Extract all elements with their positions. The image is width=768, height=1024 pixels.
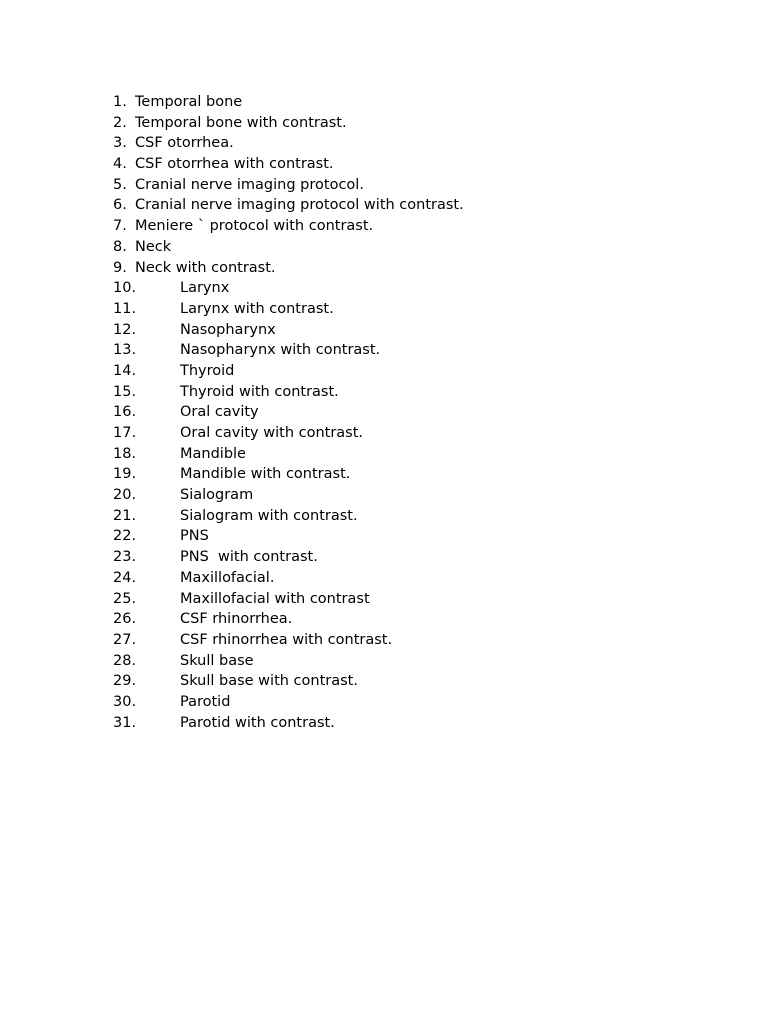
list-item-number: 5. (113, 176, 127, 193)
list-item-number: 22. (113, 528, 137, 545)
list-item-number: 11. (113, 300, 137, 317)
list-item-text: CSF rhinorrhea. (180, 611, 293, 628)
list-item-number: 14. (113, 362, 137, 379)
list-item-text: PNS with contrast. (180, 549, 318, 566)
list-item-number: 16. (113, 404, 137, 421)
list-item-number: 3. (113, 135, 127, 152)
list-item-number: 24. (113, 569, 137, 586)
list-item-number: 20. (113, 487, 137, 504)
list-item-text: Meniere ` protocol with contrast. (135, 218, 374, 235)
list-item-text: Thyroid with contrast. (180, 383, 339, 400)
list-item-text: Cranial nerve imaging protocol with contrast. (135, 197, 464, 214)
list-item-number: 28. (113, 652, 137, 669)
list-item-number: 1. (113, 94, 127, 110)
list-item-text: Oral cavity with contrast. (180, 425, 364, 441)
list-item-number: 23. (113, 549, 137, 566)
list-item-number: 8. (113, 238, 127, 255)
list-item-text: PNS (180, 528, 209, 545)
list-item-text: Nasopharynx (180, 321, 276, 338)
list-item-text: CSF otorrhea with contrast. (135, 156, 334, 173)
list-item-text: Mandible with contrast. (180, 466, 351, 483)
list-item-number: 6. (113, 197, 127, 214)
list-item-number: 29. (113, 673, 137, 690)
list-item-text: Neck (135, 238, 172, 255)
list-item-number: 2. (113, 114, 127, 131)
list-item-number: 12. (113, 321, 137, 338)
list-item-number: 19. (113, 466, 137, 483)
list-item-number: 17. (113, 425, 137, 441)
list-item-number: 27. (113, 631, 137, 648)
list-item-text: Thyroid (180, 362, 235, 379)
list-item-text: Larynx with contrast. (180, 300, 334, 317)
list-item-text: Neck with contrast. (135, 259, 276, 276)
list-item-text: Temporal bone (135, 94, 243, 110)
list-item-text: Skull base with contrast. (180, 673, 358, 690)
list-item-number: 13. (113, 342, 137, 359)
list-item-text: Sialogram (180, 487, 254, 504)
list-item-number: 15. (113, 383, 137, 400)
list-item-number: 9. (113, 259, 127, 276)
list-item-text: Sialogram with contrast. (180, 507, 358, 524)
list-item-text: CSF otorrhea. (135, 135, 234, 152)
list-item-number: 30. (113, 693, 137, 710)
list-item-number: 7. (113, 218, 127, 235)
list-item-text: CSF rhinorrhea with contrast. (180, 631, 393, 648)
list-item-text: Nasopharynx with contrast. (180, 342, 381, 359)
list-item-number: 21. (113, 507, 137, 524)
list-item-text: Oral cavity (180, 404, 259, 421)
list-item-text: Skull base (180, 652, 254, 669)
list-item-text: Mandible (180, 445, 246, 462)
list-item-number: 10. (113, 280, 137, 297)
list-item-text: Parotid with contrast. (180, 714, 335, 731)
list-item-text: Larynx (180, 280, 230, 297)
list-item-number: 18. (113, 445, 137, 462)
list-item-number: 26. (113, 611, 137, 628)
list-item-number: 4. (113, 156, 127, 173)
list-item-text: Maxillofacial with contrast (180, 590, 370, 607)
list-item-text: Maxillofacial. (180, 569, 275, 586)
list-item-text: Cranial nerve imaging protocol. (135, 176, 364, 193)
list-item-number: 25. (113, 590, 137, 607)
list-item-text: Parotid (180, 693, 231, 710)
list-item-text: Temporal bone with contrast. (135, 114, 347, 131)
list-item-number: 31. (113, 714, 137, 731)
